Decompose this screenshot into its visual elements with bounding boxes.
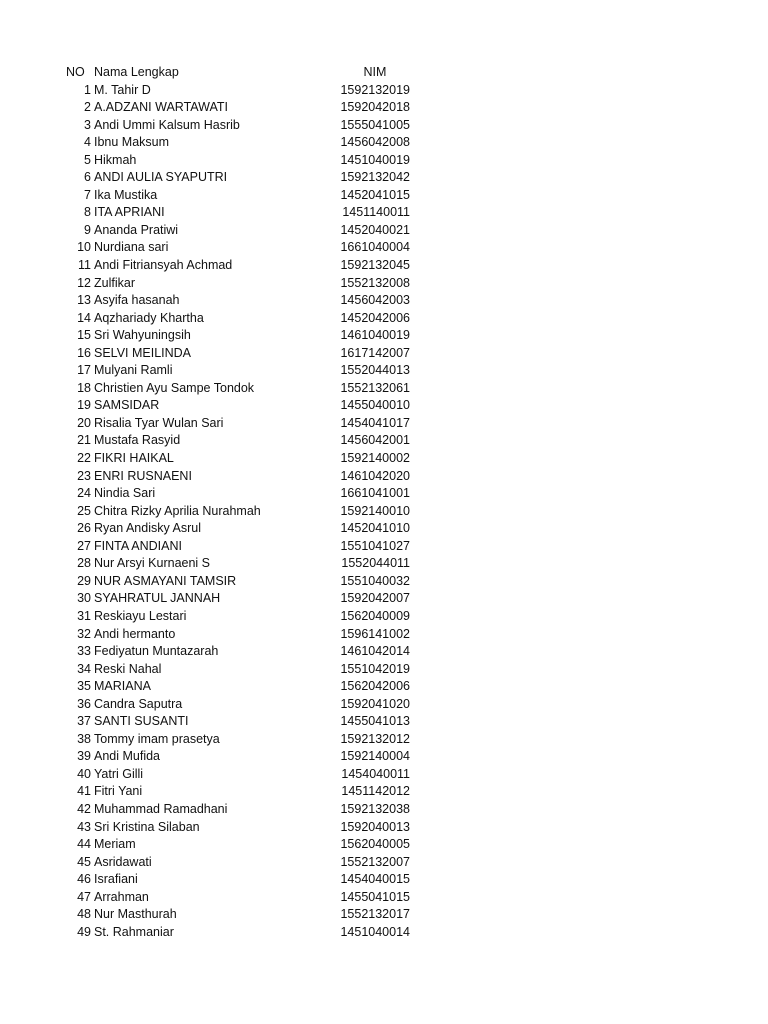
- row-number: 25: [77, 503, 91, 518]
- student-name: Ibnu Maksum: [94, 135, 170, 150]
- student-name: Chitra Rizky Aprilia Nurahmah: [94, 503, 261, 518]
- table-row: [0, 819, 768, 837]
- student-name: Muhammad Ramadhani: [94, 801, 228, 816]
- header-name: Nama Lengkap: [94, 65, 179, 79]
- student-name: NUR ASMAYANI TAMSIR: [94, 573, 237, 588]
- table-row: [0, 643, 768, 661]
- student-nim: 1456042008: [340, 135, 410, 150]
- student-name: M. Tahir D: [94, 82, 151, 97]
- table-row: [0, 608, 768, 626]
- header-no: NO: [66, 65, 85, 79]
- student-nim: 1552132017: [340, 907, 410, 922]
- row-number: 1: [84, 82, 91, 97]
- table-row: [0, 275, 768, 293]
- student-name: Arrahman: [94, 889, 149, 904]
- student-name: Candra Saputra: [94, 696, 183, 711]
- student-name: Reski Nahal: [94, 661, 162, 676]
- table-row: [0, 626, 768, 644]
- row-number: 9: [84, 222, 91, 237]
- row-number: 18: [77, 380, 91, 395]
- student-nim: 1452041010: [340, 521, 410, 536]
- row-number: 44: [77, 837, 91, 852]
- table-row: [0, 766, 768, 784]
- table-header-row: [0, 64, 768, 82]
- row-number: 40: [77, 766, 91, 781]
- student-nim: 1552044013: [340, 363, 410, 378]
- student-name: Meriam: [94, 837, 136, 852]
- table-row: [0, 345, 768, 363]
- student-name: ENRI RUSNAENI: [94, 468, 192, 483]
- student-nim: 1592132012: [340, 731, 410, 746]
- student-name: Ananda Pratiwi: [94, 222, 179, 237]
- student-nim: 1661041001: [340, 486, 410, 501]
- student-name: SANTI SUSANTI: [94, 714, 189, 729]
- table-row: [0, 696, 768, 714]
- student-name: Andi Ummi Kalsum Hasrib: [94, 117, 240, 132]
- student-name: Nur Masthurah: [94, 907, 177, 922]
- student-nim: 1592132045: [340, 258, 410, 273]
- student-name: Asyifa hasanah: [94, 293, 180, 308]
- student-name: Israfiani: [94, 872, 138, 887]
- student-nim: 1551040032: [340, 573, 410, 588]
- student-nim: 1451040019: [340, 152, 410, 167]
- table-row: [0, 380, 768, 398]
- table-row: [0, 871, 768, 889]
- student-name: Sri Kristina Silaban: [94, 819, 200, 834]
- row-number: 19: [77, 398, 91, 413]
- row-number: 21: [77, 433, 91, 448]
- student-name: Fitri Yani: [94, 784, 143, 799]
- table-row: [0, 678, 768, 696]
- table-row: [0, 222, 768, 240]
- student-name: Ika Mustika: [94, 187, 158, 202]
- row-number: 24: [77, 486, 91, 501]
- row-number: 38: [77, 731, 91, 746]
- row-number: 48: [77, 907, 91, 922]
- row-number: 16: [77, 345, 91, 360]
- table-row: [0, 801, 768, 819]
- table-row: [0, 239, 768, 257]
- row-number: 32: [77, 626, 91, 641]
- student-name: Nurdiana sari: [94, 240, 169, 255]
- table-row: [0, 906, 768, 924]
- student-name: A.ADZANI WARTAWATI: [94, 100, 229, 115]
- table-row: [0, 204, 768, 222]
- student-nim: 1592132038: [340, 801, 410, 816]
- student-nim: 1456042001: [340, 433, 410, 448]
- table-row: [0, 503, 768, 521]
- row-number: 4: [84, 135, 91, 150]
- student-nim: 1452041015: [340, 187, 410, 202]
- row-number: 26: [77, 521, 91, 536]
- table-row: [0, 134, 768, 152]
- row-number: 27: [77, 538, 91, 553]
- row-number: 49: [77, 924, 91, 939]
- student-nim: 1451142012: [341, 784, 410, 799]
- student-nim: 1596141002: [340, 626, 410, 641]
- student-nim: 1451040014: [340, 924, 410, 939]
- row-number: 30: [77, 591, 91, 606]
- student-nim: 1617142007: [340, 345, 410, 360]
- row-number: 39: [77, 749, 91, 764]
- student-nim: 1592042007: [340, 591, 410, 606]
- row-number: 22: [77, 451, 91, 466]
- student-nim: 1551041027: [340, 538, 410, 553]
- row-number: 29: [77, 573, 91, 588]
- row-number: 33: [77, 644, 91, 659]
- student-nim: 1562040009: [340, 608, 410, 623]
- row-number: 36: [77, 696, 91, 711]
- table-row: [0, 187, 768, 205]
- student-nim: 1552044011: [341, 556, 410, 571]
- table-row: [0, 362, 768, 380]
- student-nim: 1592132042: [340, 170, 410, 185]
- row-number: 2: [84, 100, 91, 115]
- student-name: SELVI MEILINDA: [94, 345, 192, 360]
- row-number: 14: [77, 310, 91, 325]
- student-name: ITA APRIANI: [94, 205, 165, 220]
- student-nim: 1592042018: [340, 100, 410, 115]
- student-name: Christien Ayu Sampe Tondok: [94, 380, 255, 395]
- row-number: 43: [77, 819, 91, 834]
- student-nim: 1661040004: [340, 240, 410, 255]
- table-row: [0, 573, 768, 591]
- row-number: 35: [77, 679, 91, 694]
- table-row: [0, 117, 768, 135]
- student-nim: 1562040005: [340, 837, 410, 852]
- row-number: 5: [84, 152, 91, 167]
- student-nim: 1452042006: [340, 310, 410, 325]
- student-nim: 1456042003: [340, 293, 410, 308]
- table-row: [0, 397, 768, 415]
- student-nim: 1552132008: [340, 275, 410, 290]
- student-nim: 1551042019: [340, 661, 410, 676]
- row-number: 41: [77, 784, 91, 799]
- student-nim: 1592140002: [340, 451, 410, 466]
- row-number: 31: [77, 608, 91, 623]
- row-number: 7: [84, 187, 91, 202]
- table-row: [0, 520, 768, 538]
- student-nim: 1592041020: [340, 696, 410, 711]
- student-name: Andi hermanto: [94, 626, 176, 641]
- row-number: 20: [77, 415, 91, 430]
- table-row: [0, 924, 768, 942]
- table-row: [0, 292, 768, 310]
- student-name: Zulfikar: [94, 275, 135, 290]
- student-nim: 1455041013: [340, 714, 410, 729]
- student-nim: 1461042014: [340, 644, 410, 659]
- student-name: Yatri Gilli: [94, 766, 144, 781]
- table-row: [0, 854, 768, 872]
- row-number: 10: [77, 240, 91, 255]
- table-row: [0, 99, 768, 117]
- student-name: MARIANA: [94, 679, 151, 694]
- row-number: 11: [78, 258, 91, 273]
- table-row: [0, 783, 768, 801]
- table-row: [0, 713, 768, 731]
- student-name: SYAHRATUL JANNAH: [94, 591, 221, 606]
- student-nim: 1461042020: [340, 468, 410, 483]
- student-list-table: [0, 64, 768, 941]
- table-row: [0, 450, 768, 468]
- student-nim: 1455040010: [340, 398, 410, 413]
- student-name: Tommy imam prasetya: [94, 731, 220, 746]
- row-number: 12: [77, 275, 91, 290]
- student-nim: 1454040011: [341, 766, 410, 781]
- table-row: [0, 836, 768, 854]
- table-row: [0, 310, 768, 328]
- table-row: [0, 748, 768, 766]
- student-nim: 1555041005: [340, 117, 410, 132]
- row-number: 28: [77, 556, 91, 571]
- table-row: [0, 555, 768, 573]
- row-number: 46: [77, 872, 91, 887]
- student-nim: 1552132061: [340, 380, 410, 395]
- row-number: 45: [77, 854, 91, 869]
- table-row: [0, 661, 768, 679]
- header-nim: NIM: [363, 65, 387, 79]
- student-nim: 1592140010: [340, 503, 410, 518]
- table-row: [0, 257, 768, 275]
- row-number: 37: [77, 714, 91, 729]
- student-name: Reskiayu Lestari: [94, 608, 187, 623]
- student-nim: 1592132019: [340, 82, 410, 97]
- row-number: 3: [84, 117, 91, 132]
- student-nim: 1454040015: [340, 872, 410, 887]
- student-nim: 1562042006: [340, 679, 410, 694]
- student-name: Aqzhariady Khartha: [94, 310, 204, 325]
- student-name: Andi Mufida: [94, 749, 161, 764]
- table-row: [0, 432, 768, 450]
- row-number: 13: [77, 293, 91, 308]
- student-name: FIKRI HAIKAL: [94, 451, 174, 466]
- student-name: Hikmah: [94, 152, 137, 167]
- student-name: FINTA ANDIANI: [94, 538, 182, 553]
- row-number: 47: [77, 889, 91, 904]
- student-nim: 1452040021: [340, 222, 410, 237]
- row-number: 15: [77, 328, 91, 343]
- student-name: Fediyatun Muntazarah: [94, 644, 219, 659]
- table-row: [0, 731, 768, 749]
- student-nim: 1592140004: [340, 749, 410, 764]
- student-name: Risalia Tyar Wulan Sari: [94, 415, 224, 430]
- table-row: [0, 485, 768, 503]
- student-nim: 1461040019: [340, 328, 410, 343]
- table-row: [0, 82, 768, 100]
- row-number: 17: [77, 363, 91, 378]
- row-number: 6: [84, 170, 91, 185]
- table-row: [0, 327, 768, 345]
- student-name: Sri Wahyuningsih: [94, 328, 191, 343]
- student-name: Asridawati: [94, 854, 152, 869]
- row-number: 34: [77, 661, 91, 676]
- table-body: [0, 82, 768, 942]
- student-nim: 1455041015: [340, 889, 410, 904]
- student-nim: 1451140011: [342, 205, 410, 220]
- table-row: [0, 152, 768, 170]
- student-name: Nindia Sari: [94, 486, 156, 501]
- table-row: [0, 169, 768, 187]
- table-row: [0, 590, 768, 608]
- row-number: 23: [77, 468, 91, 483]
- student-name: St. Rahmaniar: [94, 924, 174, 939]
- table-row: [0, 889, 768, 907]
- student-name: ANDI AULIA SYAPUTRI: [94, 170, 228, 185]
- student-name: Mulyani Ramli: [94, 363, 173, 378]
- student-nim: 1454041017: [340, 415, 410, 430]
- row-number: 8: [84, 205, 91, 220]
- row-number: 42: [77, 801, 91, 816]
- student-nim: 1592040013: [340, 819, 410, 834]
- table-row: [0, 468, 768, 486]
- student-name: Ryan Andisky Asrul: [94, 521, 201, 536]
- table-row: [0, 415, 768, 433]
- student-nim: 1552132007: [340, 854, 410, 869]
- student-name: Andi Fitriansyah Achmad: [94, 258, 233, 273]
- table-row: [0, 538, 768, 556]
- student-name: Mustafa Rasyid: [94, 433, 181, 448]
- student-name: SAMSIDAR: [94, 398, 160, 413]
- student-name: Nur Arsyi Kurnaeni S: [94, 556, 211, 571]
